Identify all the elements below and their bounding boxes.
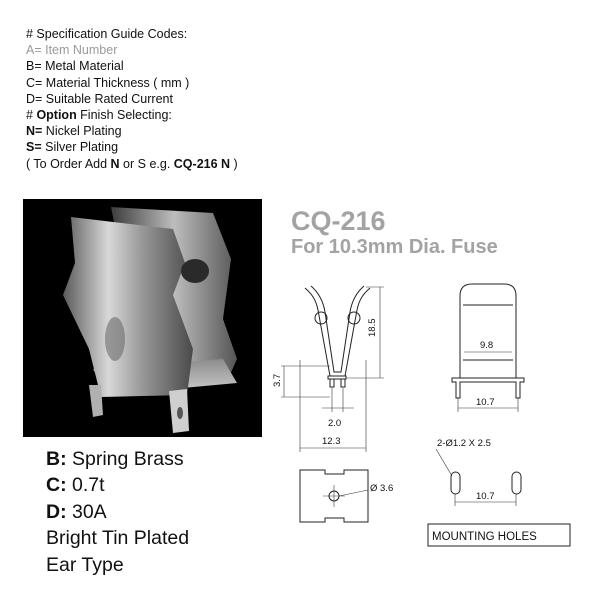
spec-summary-finish: Bright Tin Plated — [46, 527, 190, 550]
spec-text-n: Nickel Plating — [42, 124, 122, 139]
spec-key-b: B= — [26, 59, 42, 74]
dim-3-7: 3.7 — [272, 373, 283, 387]
spec-summary-b-key: B: — [46, 448, 67, 470]
order-note-code: CQ-216 N — [173, 156, 231, 171]
spec-text-b: Metal Material — [41, 59, 124, 74]
order-note-c: ) — [230, 156, 238, 171]
product-title: CQ-216 — [291, 206, 386, 236]
spec-key-n: N= — [26, 124, 43, 139]
spec-text-s: Silver Plating — [41, 140, 119, 155]
product-subtitle: For 10.3mm Dia. Fuse — [291, 236, 498, 258]
order-note-n: N — [110, 156, 120, 171]
spec-material-thickness: C= Material Thickness ( mm ) — [26, 75, 190, 90]
dim-12-3: 12.3 — [322, 436, 341, 447]
spec-key-s: S= — [26, 140, 42, 155]
spec-summary-thickness — [46, 472, 189, 498]
dim-9-8: 9.8 — [480, 340, 494, 351]
spec-summary-c-val: 0.7t — [66, 474, 105, 497]
spec-summary-b-val: Spring Brass — [66, 448, 184, 470]
order-note-b: or S e.g. — [119, 156, 174, 171]
spec-summary — [46, 446, 189, 578]
spec-summary-d-key: D: — [46, 500, 67, 523]
order-note-a: ( To Order Add — [26, 156, 111, 171]
dim-10-7-side: 10.7 — [476, 397, 495, 408]
dim-2-0: 2.0 — [328, 418, 342, 429]
dim-hole-spec: 2-Ø1.2 X 2.5 — [437, 438, 491, 449]
option-bold: Option — [36, 108, 77, 123]
spec-summary-type: Ear Type — [46, 553, 124, 576]
spec-rated-current: D= Suitable Rated Current — [26, 91, 173, 106]
dim-dia-3-6: Ø 3.6 — [370, 483, 394, 494]
spec-summary-d-val: 30A — [66, 500, 107, 523]
spec-summary-current — [46, 499, 189, 525]
spec-summary-c-key: C: — [46, 474, 67, 497]
dim-10-7-holes: 10.7 — [476, 491, 495, 502]
spec-item-number: A= Item Number — [26, 43, 118, 58]
option-text: Finish Selecting: — [76, 108, 172, 123]
mounting-holes-label: MOUNTING HOLES — [432, 531, 537, 543]
top-view-drawing — [300, 470, 368, 522]
dim-18-5: 18.5 — [367, 318, 378, 337]
spec-summary-material — [46, 446, 189, 472]
spec-guide-heading: # Specification Guide Codes: — [26, 27, 188, 41]
option-prefix: # — [26, 108, 37, 123]
